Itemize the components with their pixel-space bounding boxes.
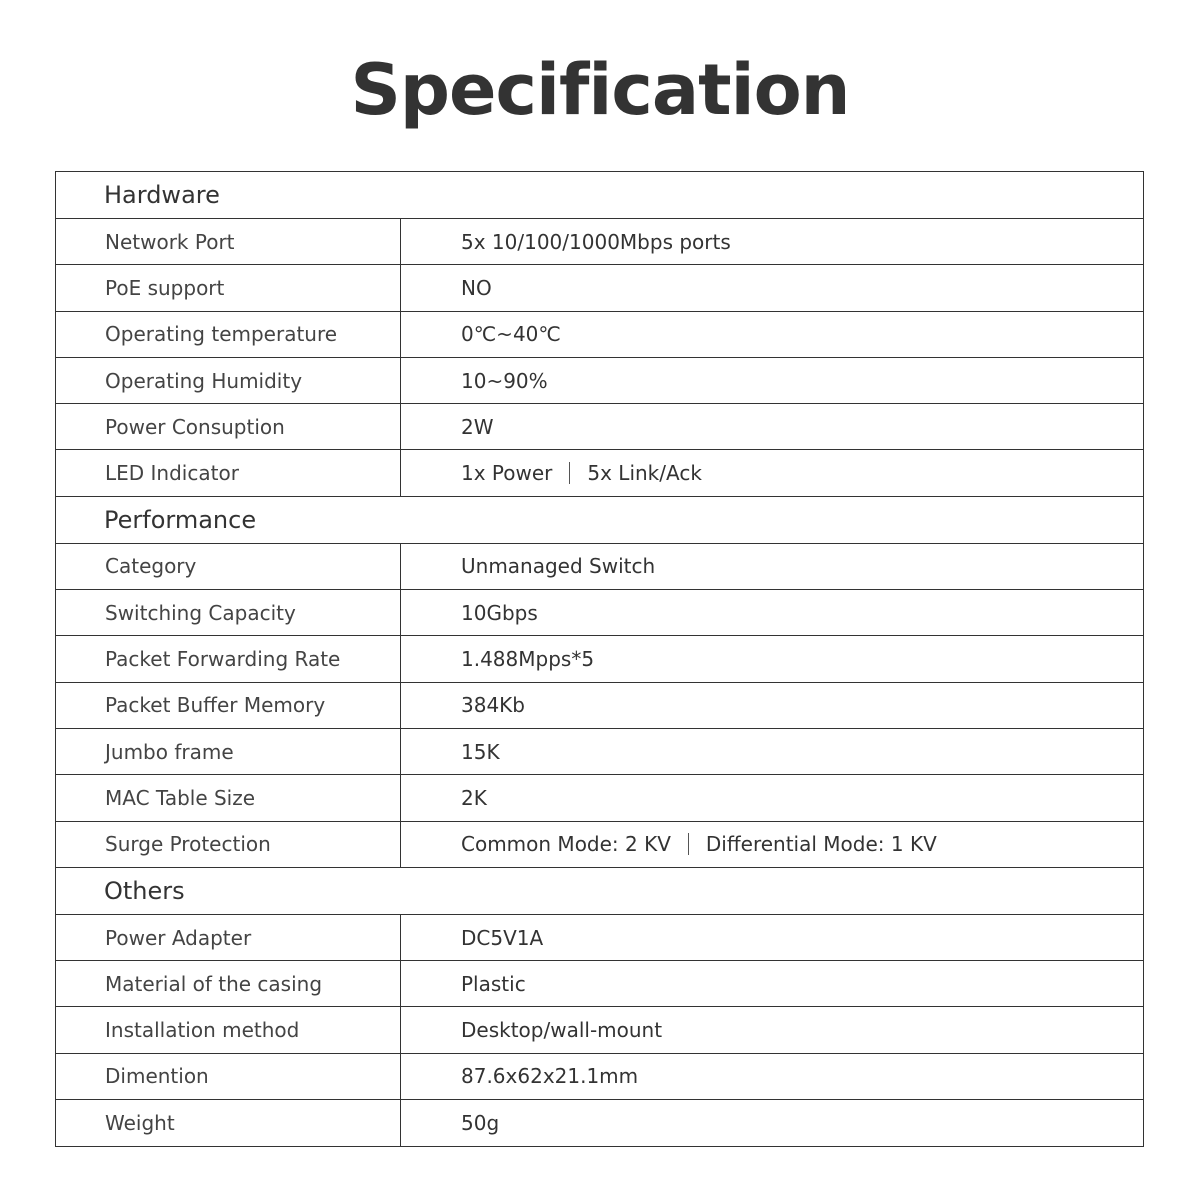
table-row bbox=[56, 404, 1143, 450]
table-row bbox=[56, 729, 1143, 775]
table-row bbox=[56, 544, 1143, 590]
spec-value: DC5V1A bbox=[461, 925, 544, 950]
spec-label: Packet Buffer Memory bbox=[56, 683, 401, 728]
spec-label: LED Indicator bbox=[56, 450, 401, 495]
spec-value: 10~90% bbox=[461, 368, 548, 393]
table-row bbox=[56, 1100, 1143, 1146]
table-row bbox=[56, 450, 1143, 496]
spec-value: 0℃~40℃ bbox=[461, 322, 561, 347]
spec-value-secondary: Differential Mode: 1 KV bbox=[705, 832, 937, 857]
spec-label: Network Port bbox=[56, 219, 401, 264]
spec-label: Weight bbox=[56, 1100, 401, 1146]
spec-label: Operating Humidity bbox=[56, 358, 401, 403]
spec-value: 87.6x62x21.1mm bbox=[461, 1064, 639, 1089]
table-row bbox=[56, 822, 1143, 868]
table-row bbox=[56, 265, 1143, 311]
spec-label: Jumbo frame bbox=[56, 729, 401, 774]
section-header-performance bbox=[56, 497, 1143, 544]
spec-label: Operating temperature bbox=[56, 312, 401, 357]
table-row bbox=[56, 775, 1143, 821]
spec-value: Unmanaged Switch bbox=[461, 554, 656, 579]
spec-label: Switching Capacity bbox=[56, 590, 401, 635]
table-row bbox=[56, 358, 1143, 404]
spec-value: Common Mode: 2 KV bbox=[461, 832, 671, 857]
section-header-hardware bbox=[56, 172, 1143, 219]
table-row bbox=[56, 1007, 1143, 1053]
spec-value-group bbox=[401, 832, 1143, 856]
spec-value: Plastic bbox=[461, 971, 526, 996]
spec-label: Material of the casing bbox=[56, 961, 401, 1006]
spec-label: Power Consuption bbox=[56, 404, 401, 449]
spec-value: 50g bbox=[461, 1111, 500, 1136]
spec-value: 5x 10/100/1000Mbps ports bbox=[461, 229, 731, 254]
section-label: Performance bbox=[104, 505, 257, 534]
spec-value: 10Gbps bbox=[461, 600, 538, 625]
table-row bbox=[56, 636, 1143, 682]
spec-value: Desktop/wall-mount bbox=[461, 1018, 663, 1043]
spec-label: Power Adapter bbox=[56, 915, 401, 960]
table-row bbox=[56, 961, 1143, 1007]
value-divider bbox=[569, 462, 570, 484]
page-title: Specification bbox=[350, 49, 850, 131]
value-divider bbox=[688, 833, 689, 855]
table-row bbox=[56, 1054, 1143, 1100]
spec-label: Category bbox=[56, 544, 401, 589]
spec-value: 15K bbox=[461, 739, 500, 764]
spec-label: Installation method bbox=[56, 1007, 401, 1052]
table-row bbox=[56, 219, 1143, 265]
table-row bbox=[56, 683, 1143, 729]
section-header-others bbox=[56, 868, 1143, 915]
spec-label: PoE support bbox=[56, 265, 401, 310]
spec-value: NO bbox=[461, 275, 492, 300]
spec-label: MAC Table Size bbox=[56, 775, 401, 820]
spec-value: 1x Power bbox=[461, 461, 553, 486]
spec-value: 2W bbox=[461, 414, 494, 439]
spec-label: Surge Protection bbox=[56, 822, 401, 867]
spec-value: 2K bbox=[461, 785, 487, 810]
spec-label: Packet Forwarding Rate bbox=[56, 636, 401, 681]
spec-value: 384Kb bbox=[461, 693, 525, 718]
section-label: Hardware bbox=[104, 181, 220, 209]
spec-label: Dimention bbox=[56, 1054, 401, 1099]
section-label: Others bbox=[104, 876, 185, 905]
table-row bbox=[56, 312, 1143, 358]
spec-value: 1.488Mpps*5 bbox=[461, 647, 595, 672]
spec-value-secondary: 5x Link/Ack bbox=[587, 461, 702, 486]
table-row bbox=[56, 915, 1143, 961]
spec-value-group bbox=[401, 461, 1143, 485]
spec-table bbox=[55, 171, 1144, 1147]
table-row bbox=[56, 590, 1143, 636]
